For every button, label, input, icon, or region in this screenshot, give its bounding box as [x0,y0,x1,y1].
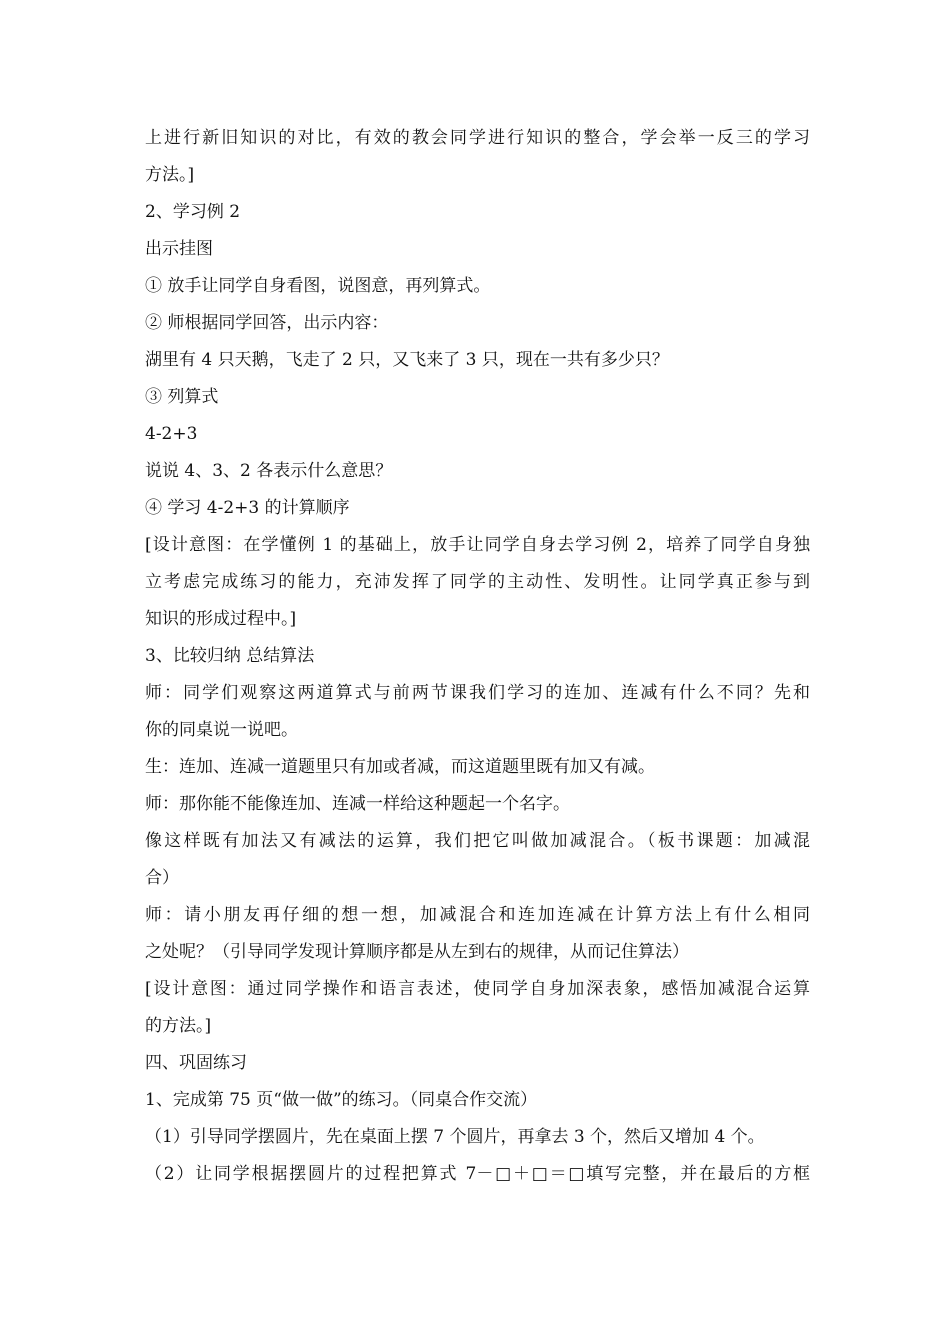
paragraph-line: 师：请小朋友再仔细的想一想，加减混合和连加连减在计算方法上有什么相同 [145,905,810,925]
paragraph-line: 师：同学们观察这两道算式与前两节课我们学习的连加、连减有什么不同？先和 [145,683,810,703]
paragraph-line: 之处呢？（引导同学发现计算顺序都是从左到右的规律，从而记住算法） [145,942,689,962]
design-note-line: 的方法。] [145,1016,212,1036]
paragraph-line: 1、完成第 75 页“做一做”的练习。（同桌合作交流） [145,1090,538,1110]
list-item: ④ 学习 4-2+3 的计算顺序 [145,498,350,518]
design-note-line: 知识的形成过程中。] [145,609,297,629]
section-heading: 四、巩固练习 [145,1053,247,1073]
paragraph-line: 生：连加、连减一道题里只有加或者减，而这道题里既有加又有减。 [145,757,655,777]
design-note-line: [设计意图：在学懂例 1 的基础上，放手让同学自身去学习例 2，培养了同学自身独 [145,535,810,555]
paragraph-line: 师：那你能不能像连加、连减一样给这种题起一个名字。 [145,794,570,814]
design-note-line: 立考虑完成练习的能力，充沛发挥了同学的主动性、发明性。让同学真正参与到 [145,572,810,592]
paragraph-line: 合） [145,868,179,888]
paragraph-line: 说说 4、3、2 各表示什么意思？ [145,461,393,481]
formula-line: 4-2+3 [145,424,198,444]
paragraph-line: 出示挂图 [145,239,213,259]
section-heading: 3、比较归纳 总结算法 [145,646,315,666]
list-item: （1）引导同学摆圆片，先在桌面上摆 7 个圆片，再拿去 3 个，然后又增加 4 个。 [145,1127,765,1147]
list-item: ③ 列算式 [145,387,219,407]
paragraph-line: 上进行新旧知识的对比，有效的教会同学进行知识的整合，学会举一反三的学习 [145,128,810,148]
document-body [145,120,810,1193]
section-heading: 2、学习例 2 [145,202,241,222]
paragraph-line: 像这样既有加法又有减法的运算，我们把它叫做加减混合。（板书课题：加减混 [145,831,810,851]
list-item: ① 放手让同学自身看图，说图意，再列算式。 [145,276,491,296]
design-note-line: [设计意图：通过同学操作和语言表述，使同学自身加深表象，感悟加减混合运算 [145,979,810,999]
paragraph-line: 方法。] [145,165,195,185]
list-item: （2）让同学根据摆圆片的过程把算式 7－□＋□＝□填写完整，并在最后的方框 [145,1164,810,1184]
list-item: ② 师根据同学回答，出示内容： [145,313,389,333]
paragraph-line: 湖里有 4 只天鹅，飞走了 2 只，又飞来了 3 只，现在一共有多少只？ [145,350,669,370]
paragraph-line: 你的同桌说一说吧。 [145,720,298,740]
